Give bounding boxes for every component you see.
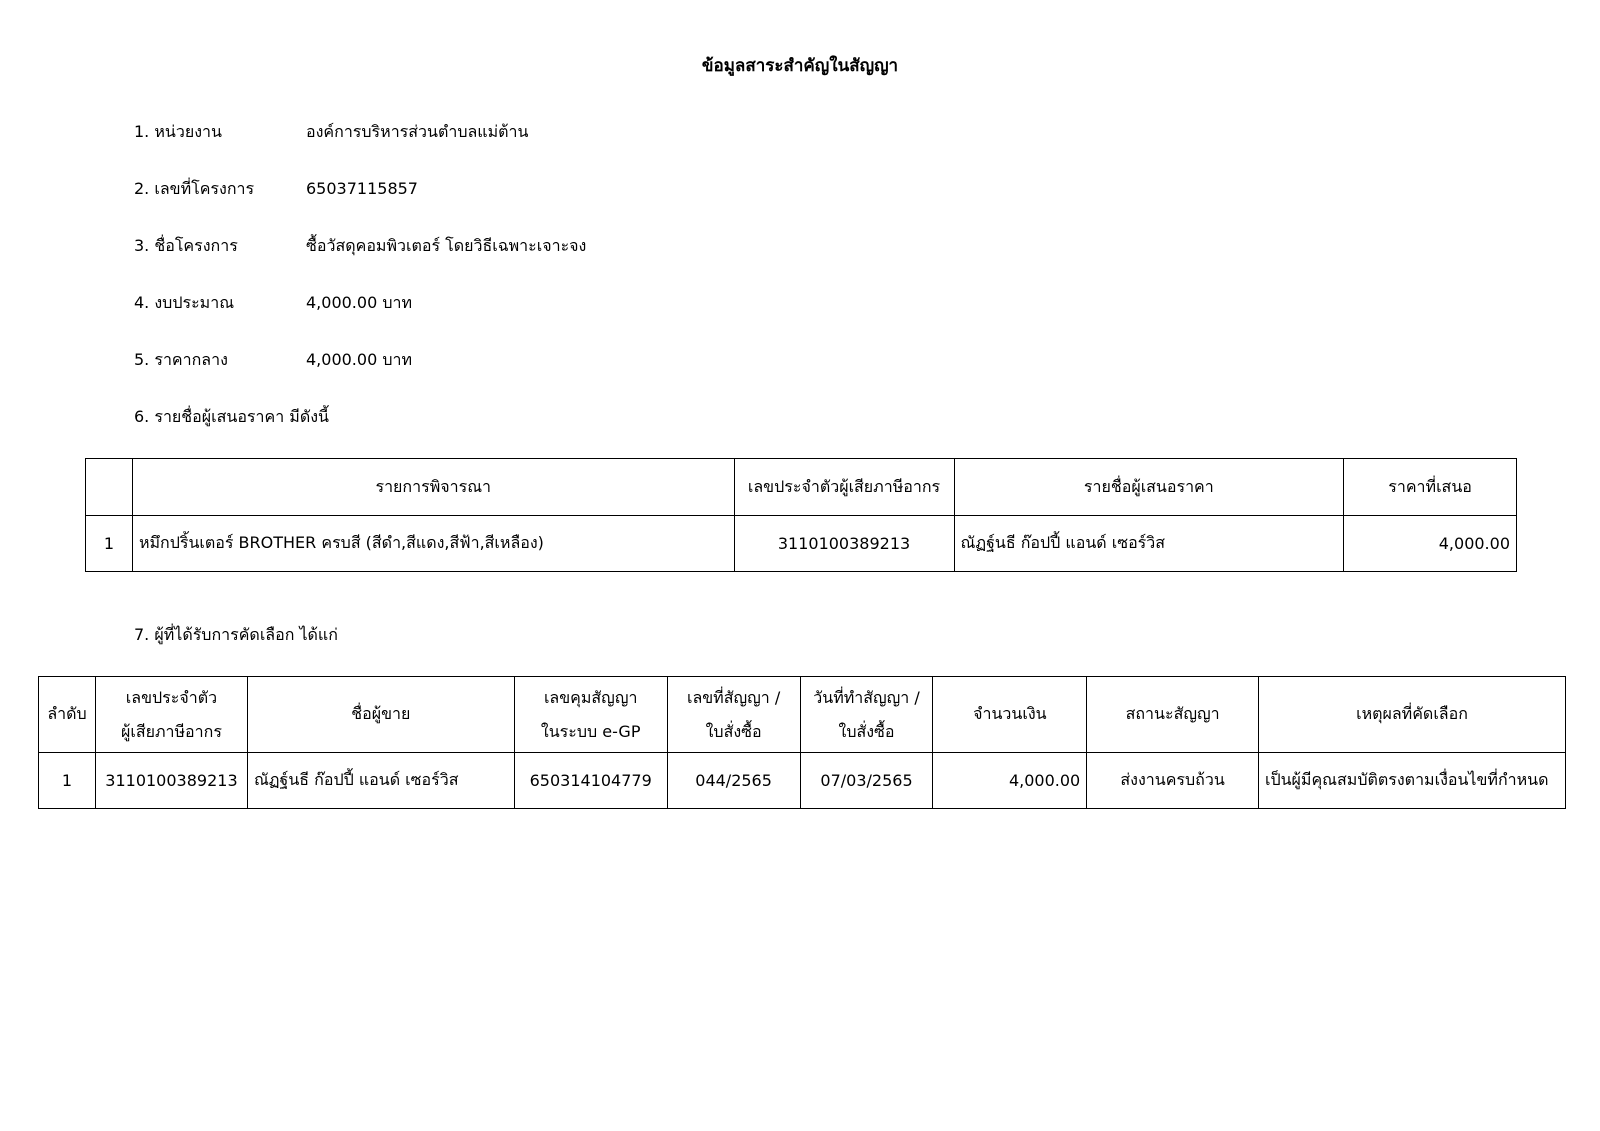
selected-col-egp-line2: ในระบบ e-GP [540,721,641,741]
info-row-project-name [134,234,586,258]
budget-label: 4. งบประมาณ [134,293,235,312]
offer-cell-no: 1 [86,516,133,572]
selected-col-seller-label: ชื่อผู้ขาย [351,704,411,723]
selected-col-order-label: ลำดับ [47,704,87,723]
selected-col-amount [933,677,1087,753]
selected-cell-order: 1 [39,753,96,809]
selected-cell-contract-number: 044/2565 [667,753,800,809]
median-price-value: 4,000.00 บาท [306,350,413,369]
budget-value: 4,000.00 บาท [306,293,413,312]
document-title: ข้อมูลสาระสำคัญในสัญญา [701,56,899,76]
offer-col-item: รายการพิจารณา [132,459,734,516]
selected-col-egp-line1: เลขคุมสัญญา [543,687,638,707]
info-row-median-price [134,348,412,372]
table-row [86,516,1517,572]
selected-col-tax-id-line2: ผู้เสียภาษีอากร [120,721,222,741]
info-row-agency [134,120,528,144]
offer-section-heading: 6. รายชื่อผู้เสนอราคา มีดังนี้ [134,407,329,426]
selected-cell-amount: 4,000.00 [933,753,1087,809]
offer-col-tax-id: เลขประจำตัวผู้เสียภาษีอากร [734,459,954,516]
selected-cell-tax-id: 3110100389213 [95,753,247,809]
project-number-label: 2. เลขที่โครงการ [134,179,255,198]
offer-table-header [86,459,1517,516]
selected-col-tax-id-line1: เลขประจำตัว [125,687,218,707]
selected-col-reason [1258,677,1565,753]
offer-cell-price: 4,000.00 [1344,516,1517,572]
selected-col-egp-number [514,677,667,753]
selected-col-reason-label: เหตุผลที่คัดเลือก [1356,704,1468,723]
agency-label: 1. หน่วยงาน [134,122,222,141]
offer-cell-tax-id: 3110100389213 [734,516,954,572]
selected-col-seller [247,677,514,753]
selected-table [38,676,1566,809]
offer-table [85,458,1517,572]
median-price-label: 5. ราคากลาง [134,350,228,369]
selected-col-contract-date [800,677,933,753]
offer-cell-bidder: ณัฏฐ์นธี ก๊อปปี้ แอนด์ เซอร์วิส [954,516,1344,572]
selected-col-status-label: สถานะสัญญา [1125,704,1220,723]
project-name-label: 3. ชื่อโครงการ [134,236,238,255]
selected-col-contract-number-line2: ใบสั่งซื้อ [705,721,762,741]
selected-section-heading: 7. ผู้ที่ได้รับการคัดเลือก ได้แก่ [134,625,338,644]
selected-col-contract-date-line1: วันที่ทำสัญญา / [813,687,920,707]
info-row-project-number [134,177,418,201]
offer-cell-item: หมึกปริ้นเตอร์ BROTHER ครบสี (สีดำ,สีแดง,สีฟ้า,สีเหลือง) [132,516,734,572]
selected-cell-reason: เป็นผู้มีคุณสมบัติตรงตามเงื่อนไขที่กำหนด [1258,753,1565,809]
selected-cell-seller: ณัฏฐ์นธี ก๊อปปี้ แอนด์ เซอร์วิส [247,753,514,809]
project-number-value: 65037115857 [306,179,418,198]
agency-value: องค์การบริหารส่วนตำบลแม่ต้าน [306,122,529,141]
selected-table-header [39,677,1566,753]
selected-cell-status: ส่งงานครบถ้วน [1087,753,1259,809]
selected-cell-egp-number: 650314104779 [514,753,667,809]
offer-col-no [86,459,133,516]
selected-col-contract-number [667,677,800,753]
selected-col-status [1087,677,1259,753]
table-row [39,753,1566,809]
selected-cell-contract-date: 07/03/2565 [800,753,933,809]
offer-col-price: ราคาที่เสนอ [1344,459,1517,516]
selected-col-tax-id [95,677,247,753]
selected-col-contract-number-line1: เลขที่สัญญา / [686,687,781,707]
offer-col-bidder: รายชื่อผู้เสนอราคา [954,459,1344,516]
selected-col-order [39,677,96,753]
project-name-value: ซื้อวัสดุคอมพิวเตอร์ โดยวิธีเฉพาะเจาะจง [306,236,587,255]
selected-col-contract-date-line2: ใบสั่งซื้อ [838,721,895,741]
info-row-budget [134,291,412,315]
selected-col-amount-label: จำนวนเงิน [973,704,1047,723]
